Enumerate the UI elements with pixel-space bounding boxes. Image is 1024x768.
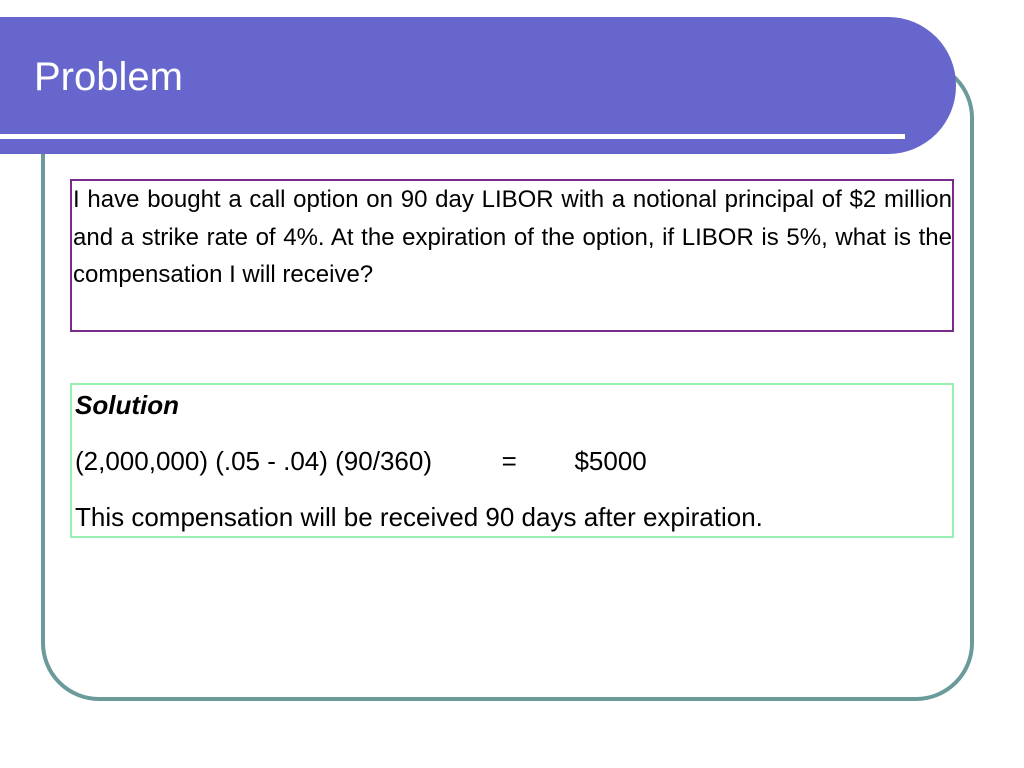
problem-box [70, 179, 954, 332]
equals-sign: = [501, 446, 517, 476]
problem-text: I have bought a call option on 90 day LIBOR with a notional principal of $2 million and a strike rate of 4%. At the expiration of the option, if LIBOR is 5%, what is the compensation I will receive? [73, 186, 952, 288]
solution-box [70, 383, 954, 538]
content-frame [41, 60, 974, 701]
title-underline [0, 134, 905, 139]
solution-heading: Solution [75, 390, 179, 420]
solution-result: $5000 [574, 446, 647, 476]
solution-note: This compensation will be received 90 days after expiration. [75, 502, 763, 532]
solution-equation [75, 443, 952, 479]
solution-expression: (2,000,000) (.05 - .04) (90/360) [75, 446, 432, 476]
slide-title: Problem [34, 55, 183, 99]
